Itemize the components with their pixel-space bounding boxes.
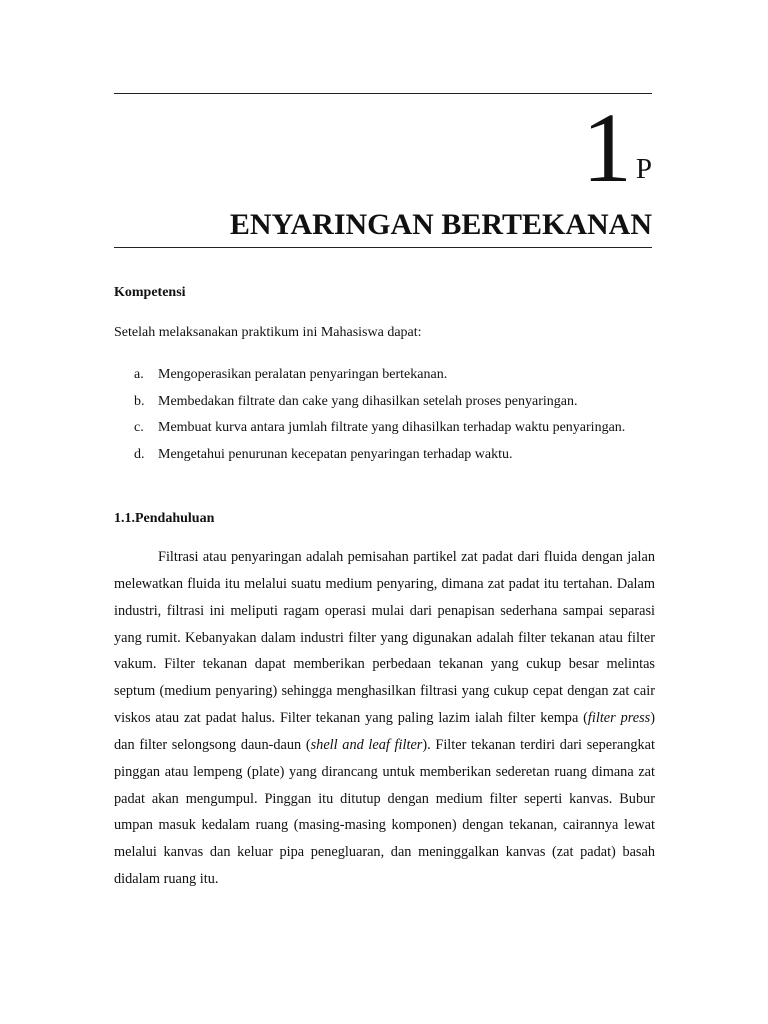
- chapter-title: ENYARINGAN BERTEKANAN: [229, 208, 652, 241]
- italic-term: shell and leaf filter: [310, 736, 423, 753]
- list-marker: c.: [134, 420, 144, 436]
- list-item: [114, 362, 652, 389]
- list-item-text: Mengoperasikan peralatan penyaringan bertekanan.: [158, 367, 448, 382]
- list-item: [114, 442, 652, 469]
- paragraph-text: Filtrasi atau penyaringan adalah pemisahan partikel zat padat dari fluida dengan jalan melewatkan fluida itu melalui suatu medium penyaring, dimana zat padat itu tertahan. Dalam industri, filtrasi ini meliputi ragam operasi mulai dari penapisan sederhana sampai separasi yang rumit. Kebanyakan dalam industri filter yang digunakan adalah filter tekanan atau filter vakum. Filter tekanan dapat memberikan perbedaan tekanan yang cukup besar melintas septum (medium penyaring) sehingga menghasilkan filtrasi yang cukup cepat dengan zat cair viskos atau zat padat halus. Filter tekanan yang paling lazim ialah filter kempa (: [114, 549, 655, 727]
- list-item-text: Membedakan filtrate dan cake yang dihasilkan setelah proses penyaringan.: [158, 393, 578, 409]
- kompetensi-intro: Setelah melaksanakan praktikum ini Mahasiswa dapat:: [114, 325, 422, 340]
- list-marker: b.: [134, 393, 145, 409]
- kompetensi-heading: Kompetensi: [114, 285, 186, 300]
- list-marker: d.: [134, 447, 145, 463]
- chapter-title-initial: P: [635, 153, 652, 185]
- kompetensi-list: [114, 362, 652, 469]
- list-item-text: Mengetahui penurunan kecepatan penyaringan terhadap waktu.: [158, 447, 513, 463]
- paragraph-text: ). Filter tekanan terdiri dari seperangkat pinggan atau lempeng (plate) yang dirancang untuk memberikan sederetan ruang dimana zat padat akan mengumpul. Pinggan itu ditutup dengan medium filter seperti kanvas. Bubur umpan masuk kedalam ruang (masing-masing komponen) dengan tekanan, cairannya lewat melalui kanvas dan keluar pipa penegluaran, dan meninggalkan kanvas (zat padat) basah didalam ruang itu.: [114, 736, 655, 888]
- italic-term: filter press: [587, 710, 651, 727]
- top-rule: [114, 93, 652, 94]
- chapter-number: 1: [582, 92, 632, 203]
- body-paragraph: [114, 544, 655, 893]
- list-item: [114, 389, 652, 416]
- paragraph-text: ) dan filter selongsong daun-daun (: [114, 710, 655, 753]
- title-underline-rule: [114, 247, 652, 248]
- list-item-text: Membuat kurva antara jumlah filtrate yang dihasilkan terhadap waktu penyaringan.: [158, 420, 626, 436]
- list-marker: a.: [134, 367, 144, 382]
- section-heading: 1.1.Pendahuluan: [114, 511, 215, 526]
- list-item: [114, 415, 652, 442]
